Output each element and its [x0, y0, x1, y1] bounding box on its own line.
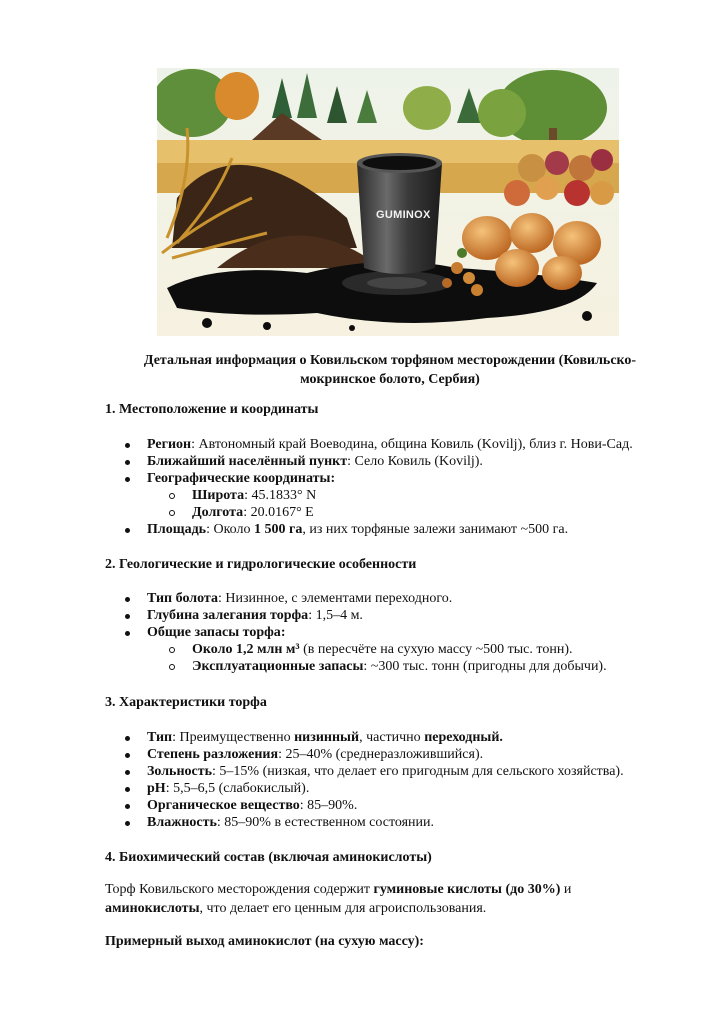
section-4-heading: 4. Биохимический состав (включая аминокислоты) — [105, 850, 432, 865]
list-item-organic: Органическое вещество: 85–90%. — [122, 797, 702, 814]
document-title: Детальная информация о Ковильском торфяном месторождении (Ковильско-мокринское болото, Сербия) — [143, 353, 637, 387]
guminox-bucket — [357, 153, 442, 274]
hero-image — [157, 68, 619, 336]
section-2-list — [122, 590, 702, 675]
list-item-region: Регион: Автономный край Воеводина, община Ковиль (Kovilj), близ г. Нови-Сад. — [122, 436, 702, 453]
section-3-list — [122, 729, 702, 831]
list-item-decomposition: Степень разложения: 25–40% (среднеразложившийся). — [122, 746, 702, 763]
amino-acid-yield-heading: Примерный выход аминокислот (на сухую массу): — [105, 934, 424, 949]
list-item-latitude: Широта: 45.1833° N — [147, 487, 702, 504]
list-item-area: Площадь: Около 1 500 га, из них торфяные залежи занимают ~500 га. — [122, 521, 702, 538]
section-4-paragraph: Торф Ковильского месторождения содержит гуминовые кислоты (до 30%) и аминокислоты, что делает его ценным для агроиспользования. — [105, 882, 572, 916]
section-3-heading: 3. Характеристики торфа — [105, 695, 267, 710]
list-item-peat-type: Тип: Преимущественно низинный, частично переходный. — [122, 729, 702, 746]
list-item-settlement: Ближайший населённый пункт: Село Ковиль (Kovilj). — [122, 453, 702, 470]
list-item-longitude: Долгота: 20.0167° E — [147, 504, 702, 521]
section-1-heading: 1. Местоположение и координаты — [105, 402, 319, 417]
hero-illustration — [157, 68, 619, 336]
list-item-reserves: Общие запасы торфа: Около 1,2 млн м³ (в пересчёте на сухую массу ~500 тыс. тонн). Эксплуатационные запасы: ~300 тыс. тонн (пригодны для добычи). — [122, 624, 702, 675]
list-item-exploitable-reserves: Эксплуатационные запасы: ~300 тыс. тонн (пригодны для добычи). — [147, 658, 702, 675]
list-item-ph: pH: 5,5–6,5 (слабокислый). — [122, 780, 702, 797]
list-item-coordinates: Географические координаты: Широта: 45.1833° N Долгота: 20.0167° E — [122, 470, 702, 521]
list-item-moisture: Влажность: 85–90% в естественном состоянии. — [122, 814, 702, 831]
bucket-label: GUMINOX — [376, 209, 431, 221]
list-item-ash: Зольность: 5–15% (низкая, что делает его пригодным для сельского хозяйства). — [122, 763, 702, 780]
list-item-total-reserves: Около 1,2 млн м³ (в пересчёте на сухую массу ~500 тыс. тонн). — [147, 641, 702, 658]
section-1-list — [122, 436, 702, 538]
list-item-depth: Глубина залегания торфа: 1,5–4 м. — [122, 607, 702, 624]
list-item-bog-type: Тип болота: Низинное, с элементами переходного. — [122, 590, 702, 607]
section-2-heading: 2. Геологические и гидрологические особенности — [105, 557, 417, 572]
